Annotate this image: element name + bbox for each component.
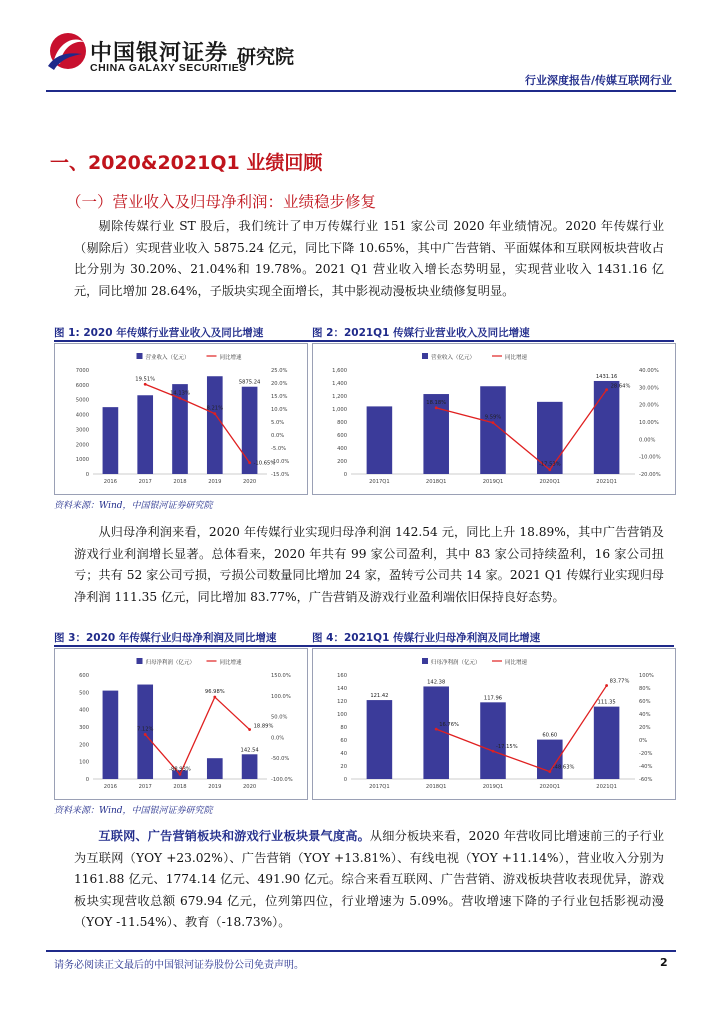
right-tick-label: 0.0% xyxy=(271,735,285,742)
disclaimer-footer: 请务必阅读正文最后的中国银河证券股份公司免责声明。 xyxy=(54,960,304,971)
data-label: 96.98% xyxy=(204,689,225,696)
segment-paragraph-lead: 互联网、广告营销板块和游戏行业板块景气度高。 xyxy=(98,829,370,843)
data-label: 142.38 xyxy=(427,679,446,686)
growth-point xyxy=(605,388,608,391)
right-tick-label: -10.0% xyxy=(271,459,290,465)
data-label: -17.53% xyxy=(538,461,561,468)
right-tick-label: 25.0% xyxy=(271,368,288,374)
data-label: 83.77% xyxy=(609,678,630,685)
left-tick-label: 600 xyxy=(337,433,347,439)
x-tick-label: 2016 xyxy=(103,479,118,485)
x-tick-label: 2018Q1 xyxy=(425,479,447,485)
fig-row2-rule xyxy=(54,645,674,647)
data-label: 111.35 xyxy=(597,699,616,706)
growth-point xyxy=(248,728,251,731)
section-title: 一、2020&2021Q1 业绩回顾 xyxy=(50,152,323,174)
left-tick-label: 6000 xyxy=(75,382,89,389)
bar xyxy=(480,702,506,779)
x-tick-label: 2017Q1 xyxy=(369,784,390,790)
bar xyxy=(103,407,119,474)
x-tick-label: 2018 xyxy=(173,784,187,790)
bar xyxy=(242,754,258,779)
x-tick-label: 2019 xyxy=(208,784,222,790)
data-label: 8.21% xyxy=(206,405,224,412)
chart-2 xyxy=(313,344,675,494)
right-tick-label: 40.00% xyxy=(639,368,659,374)
intro-paragraph: 剔除传媒行业 ST 股后，我们统计了申万传媒行业 151 家公司 2020 年业绩情况。2020 年传媒行业（剔除后）实现营业收入 5875.24 亿元，同比下降 10.65%，其中广告营销、平面媒体和互联网板块营收占比分别为 30.20%、21.04%和 19.78%。2021 Q1 营业收入增长态势明显，实现营业收入 1431.16 亿元，同比增加 28.64%，子版块实现全面增长，其中影视动漫板块业绩修复明显。 xyxy=(74,219,664,298)
left-tick-label: 160 xyxy=(337,673,347,679)
growth-line xyxy=(145,697,249,774)
left-tick-label: 1,200 xyxy=(332,394,347,400)
right-tick-label: -100.0% xyxy=(271,777,293,783)
right-tick-label: 80% xyxy=(639,686,651,692)
bar xyxy=(423,394,449,474)
right-tick-label: 5.0% xyxy=(271,420,285,426)
growth-point xyxy=(179,773,182,776)
right-tick-label: 100.0% xyxy=(271,693,291,700)
x-tick-label: 2017 xyxy=(138,479,152,485)
right-tick-label: 0.00% xyxy=(639,437,656,444)
left-tick-label: 300 xyxy=(79,725,89,731)
left-tick-label: 1000 xyxy=(75,457,89,464)
growth-line xyxy=(436,686,606,772)
data-label: 19.51% xyxy=(135,376,156,383)
left-tick-label: 100 xyxy=(337,712,347,718)
left-tick-label: 1,600 xyxy=(332,368,347,374)
growth-point xyxy=(492,421,495,424)
fig1-title: 图 1: 2020 年传媒行业营业收入及同比增速 xyxy=(54,327,264,339)
legend-line-label: 同比增速 xyxy=(505,660,528,666)
chart-3-frame xyxy=(54,648,308,800)
data-label: -88.93% xyxy=(169,766,191,773)
data-label: 14.13% xyxy=(170,390,190,397)
data-label: 9.59% xyxy=(484,414,502,421)
right-tick-label: 30.00% xyxy=(639,385,659,392)
growth-point xyxy=(548,770,551,773)
growth-line xyxy=(145,384,249,462)
legend-bar-label: 归母净利润（亿元） xyxy=(145,660,196,666)
legend-line-label: 同比增速 xyxy=(505,355,528,361)
data-label: 18.18% xyxy=(426,399,447,406)
x-tick-label: 2021Q1 xyxy=(596,479,617,485)
data-label: -48.63% xyxy=(552,764,575,771)
data-label: 16.76% xyxy=(439,722,459,729)
bar xyxy=(137,395,153,474)
growth-point xyxy=(179,397,182,400)
growth-point xyxy=(213,696,216,699)
growth-point xyxy=(213,412,216,415)
right-tick-label: 40% xyxy=(639,712,651,718)
x-tick-label: 2019 xyxy=(208,479,222,485)
legend-bar-label: 归母净利润（亿元） xyxy=(431,660,481,666)
left-tick-label: 7000 xyxy=(75,368,89,374)
right-tick-label: 60% xyxy=(639,699,651,705)
left-tick-label: 600 xyxy=(79,673,89,679)
right-tick-label: -10.00% xyxy=(639,454,661,461)
left-tick-label: 20 xyxy=(340,764,347,770)
right-tick-label: 10.00% xyxy=(639,420,659,426)
header-rule xyxy=(46,90,676,92)
right-tick-label: -50.0% xyxy=(271,756,290,763)
source-note-2: 资料来源：Wind，中国银河证券研究院 xyxy=(54,806,213,816)
left-tick-label: 500 xyxy=(79,690,89,697)
right-tick-label: -20% xyxy=(639,751,653,757)
right-tick-label: 15.0% xyxy=(271,394,288,400)
right-tick-label: 0% xyxy=(639,738,648,744)
right-tick-label: -15.0% xyxy=(271,472,290,478)
x-tick-label: 2021Q1 xyxy=(596,784,617,790)
x-tick-label: 2020 xyxy=(242,479,257,485)
chart-1-frame xyxy=(54,343,308,495)
data-label: 7.12% xyxy=(136,726,154,733)
data-label: 28.64% xyxy=(610,383,631,390)
chart-4-frame xyxy=(312,648,676,800)
left-tick-label: 4000 xyxy=(75,412,89,419)
x-tick-label: 2017Q1 xyxy=(369,479,390,485)
x-tick-label: 2018 xyxy=(173,479,187,485)
left-tick-label: 0 xyxy=(343,472,347,478)
right-tick-label: -40% xyxy=(639,764,653,770)
left-tick-label: 140 xyxy=(337,686,347,692)
growth-point xyxy=(144,733,147,736)
brand-logo xyxy=(46,30,86,72)
subsection-title: （一）营业收入及归母净利润：业绩稳步修复 xyxy=(66,193,377,211)
galaxy-logo-icon xyxy=(46,30,86,72)
growth-point xyxy=(435,728,438,731)
right-tick-label: 20.00% xyxy=(639,402,659,409)
data-label: 60.60 xyxy=(542,732,558,739)
bar xyxy=(367,700,393,779)
growth-point xyxy=(248,461,251,464)
data-label: 18.89% xyxy=(253,723,274,730)
chart-1 xyxy=(55,344,307,494)
data-label: 121.42 xyxy=(370,693,389,700)
legend-bar-swatch xyxy=(137,353,143,359)
right-tick-label: -20.00% xyxy=(639,472,661,478)
x-tick-label: 2020 xyxy=(242,784,257,790)
left-tick-label: 5000 xyxy=(75,397,89,404)
left-tick-label: 1,000 xyxy=(332,407,347,413)
left-tick-label: 100 xyxy=(79,759,89,766)
legend-line-label: 同比增速 xyxy=(219,660,242,666)
legend-bar-label: 营业收入（亿元） xyxy=(431,355,476,361)
bar xyxy=(103,691,119,779)
legend-bar-swatch xyxy=(422,658,428,664)
fig3-title: 图 3：2020 年传媒行业归母净利润及同比增速 xyxy=(54,632,277,644)
legend-bar-swatch xyxy=(422,353,428,359)
report-category: 行业深度报告/传媒互联网行业 xyxy=(524,74,672,87)
x-tick-label: 2018Q1 xyxy=(425,784,447,790)
x-tick-label: 2016 xyxy=(103,784,118,790)
segment-paragraph xyxy=(74,826,664,934)
brand-name-cn: 中国银河证券 xyxy=(90,41,229,66)
legend-bar-label: 营业收入（亿元） xyxy=(145,355,190,361)
fig2-title: 图 2：2021Q1 传媒行业营业收入及同比增速 xyxy=(312,327,530,339)
left-tick-label: 400 xyxy=(79,707,89,714)
growth-point xyxy=(548,468,551,471)
left-tick-label: 120 xyxy=(337,699,347,705)
left-tick-label: 200 xyxy=(337,459,347,465)
fig4-title: 图 4：2021Q1 传媒行业归母净利润及同比增速 xyxy=(312,632,541,644)
growth-point xyxy=(435,406,438,409)
profit-paragraph: 从归母净利润来看，2020 年传媒行业实现归母净利润 142.54 元，同比上升 18.89%，其中广告营销及游戏行业利润增长显著。总体看来，2020 年共有 99 家公司盈利，其中 83 家公司持续盈利，16 家公司扭亏；共有 52 家公司亏损，亏损公司数量同比增加 24 家，盈转亏公司共 14 家。2021 Q1 传媒行业实现归母净利润 111.35 亿元，同比增加 83.77%，广告营销及游戏行业盈利端依旧保持良好态势。 xyxy=(74,525,664,604)
right-tick-label: 20.0% xyxy=(271,381,288,387)
bar xyxy=(367,406,393,474)
data-label: 5875.24 xyxy=(238,379,261,386)
source-note-1: 资料来源：Wind，中国银河证券研究院 xyxy=(54,501,213,511)
x-tick-label: 2019Q1 xyxy=(482,479,504,485)
right-tick-label: 150.0% xyxy=(271,673,291,679)
left-tick-label: 400 xyxy=(337,446,347,452)
bar xyxy=(207,758,223,779)
right-tick-label: 20% xyxy=(639,725,651,731)
x-tick-label: 2019Q1 xyxy=(482,784,504,790)
left-tick-label: 60 xyxy=(340,738,347,744)
footer-rule xyxy=(46,950,676,952)
data-label: 1431.16 xyxy=(595,373,618,380)
x-tick-label: 2020Q1 xyxy=(539,479,561,485)
growth-point xyxy=(605,684,608,687)
left-tick-label: 2000 xyxy=(75,442,89,449)
right-tick-label: 10.0% xyxy=(271,407,288,413)
data-label: 142.54 xyxy=(240,747,259,754)
right-tick-label: 50.0% xyxy=(271,714,288,721)
segment-paragraph-body: 从细分板块来看，2020 年营收同比增速前三的子行业为互联网（YOY +23.02%）、广告营销（YOY +13.81%）、有线电视（YOY +11.14%），营业收入分别为 1161.88 亿元、1774.14 亿元、491.90 亿元。综合来看互联网、广告营销、游戏板块营收表现优异，游戏板块实现营收总额 679.94 亿元，位列第四位，行业增速为 5.09%。营收增速下降的子行业包括影视动漫（YOY -11.54%）、教育（-18.73%）。 xyxy=(74,829,665,929)
data-label: -17.15% xyxy=(496,744,518,751)
growth-point xyxy=(144,383,147,386)
left-tick-label: 40 xyxy=(340,751,347,757)
page-number: 2 xyxy=(660,956,668,969)
left-tick-label: 3000 xyxy=(75,427,89,434)
left-tick-label: 0 xyxy=(85,777,89,783)
brand-name-en: CHINA GALAXY SECURITIES xyxy=(90,62,247,74)
bar xyxy=(594,381,620,474)
growth-point xyxy=(492,750,495,753)
brand-institute: 研究院 xyxy=(237,46,295,68)
left-tick-label: 0 xyxy=(85,472,89,478)
fig-row1-rule xyxy=(54,340,674,342)
bar xyxy=(537,740,563,779)
right-tick-label: 100% xyxy=(639,673,654,679)
data-label: 117.96 xyxy=(483,695,503,702)
left-tick-label: 0 xyxy=(343,777,347,783)
left-tick-label: 800 xyxy=(337,420,347,426)
chart-3 xyxy=(55,649,307,799)
left-tick-label: 1,400 xyxy=(332,381,347,387)
bar xyxy=(207,376,223,474)
left-tick-label: 80 xyxy=(340,725,347,731)
legend-bar-swatch xyxy=(137,658,143,664)
left-tick-label: 200 xyxy=(79,742,89,749)
right-tick-label: -60% xyxy=(639,777,653,783)
legend-line-label: 同比增速 xyxy=(219,355,242,361)
x-tick-label: 2017 xyxy=(138,784,152,790)
data-label: -10.65% xyxy=(253,460,276,467)
right-tick-label: 0.0% xyxy=(271,433,285,439)
growth-line xyxy=(436,390,606,470)
bar xyxy=(594,707,620,779)
chart-4 xyxy=(313,649,675,799)
chart-2-frame xyxy=(312,343,676,495)
x-tick-label: 2020Q1 xyxy=(539,784,561,790)
right-tick-label: -5.0% xyxy=(271,446,287,452)
